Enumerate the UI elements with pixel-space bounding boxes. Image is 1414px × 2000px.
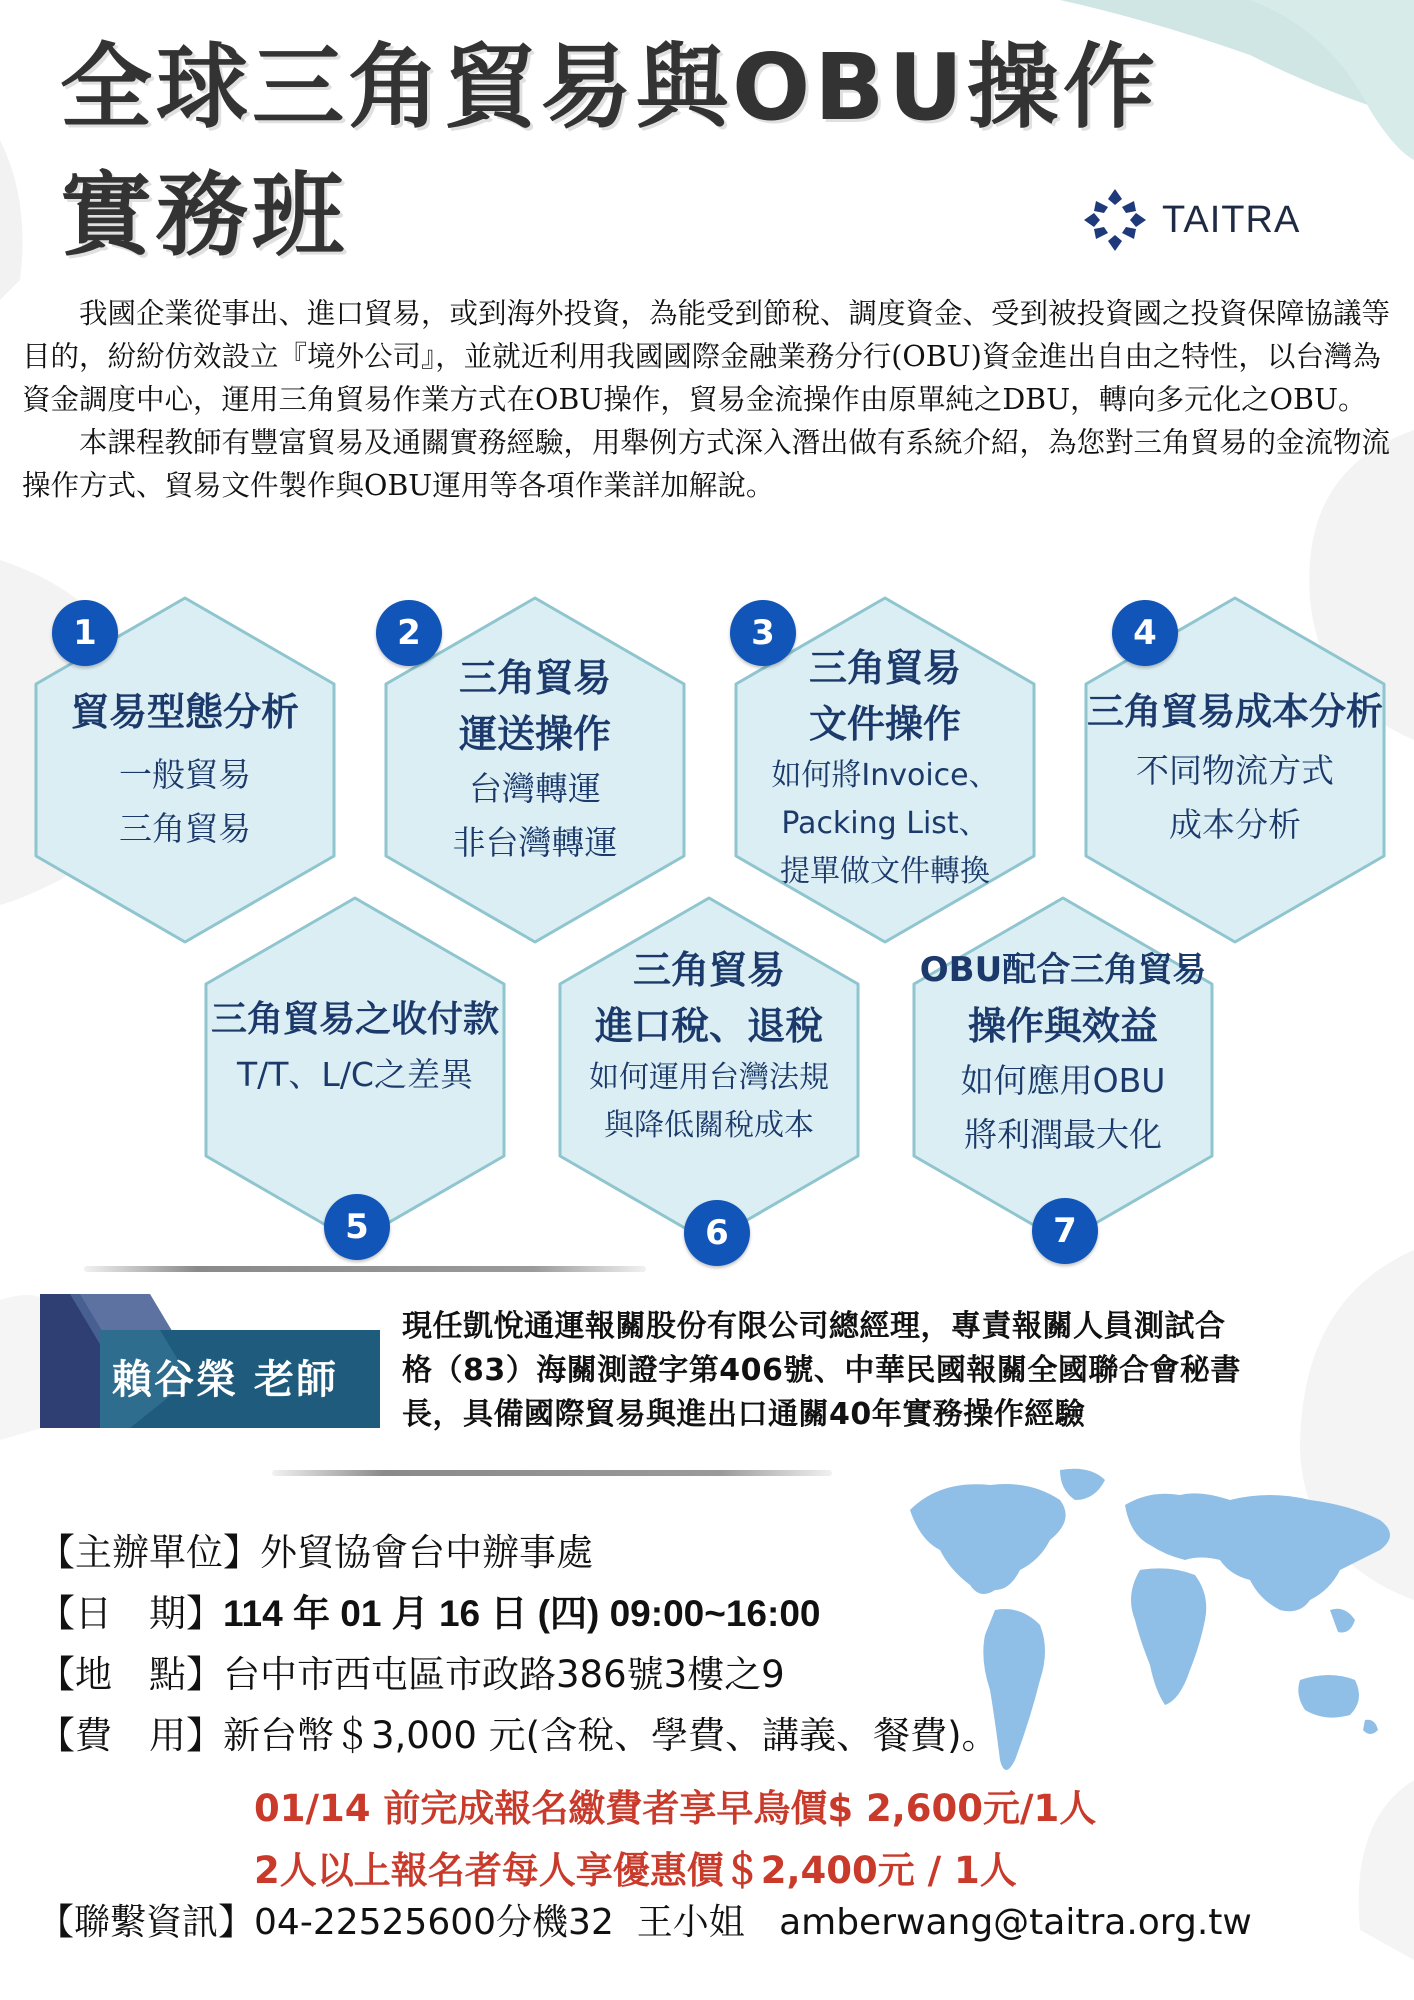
promo-group: 2人以上報名者每人享優惠價＄2,400元 / 1人 [254,1849,1017,1892]
topic-subtitle: 如何運用台灣法規 [589,1060,829,1095]
topic-title: 運送操作 [458,712,611,756]
world-map-icon [900,1460,1410,1820]
topic-title: 操作與效益 [967,1004,1158,1048]
topic-title: 進口稅、退稅 [594,1004,823,1048]
topic-number-badge: 2 [376,600,442,666]
intro-text [22,292,1392,507]
topic-subtitle: 非台灣轉運 [452,823,618,862]
topic-subtitle: 將利潤最大化 [964,1115,1162,1154]
topic-number-badge: 6 [684,1200,750,1266]
topic-title: 三角貿易 [632,948,785,992]
divider [84,1266,646,1272]
topic-title: 三角貿易 [458,656,611,700]
topic-number-badge: 4 [1112,600,1178,666]
page-title-line-1: 全球三角貿易與OBU操作 [60,34,1160,141]
topic-subtitle: 成本分析 [1169,805,1301,844]
topic-card-7 [906,892,1220,1248]
topic-subtitle: 不同物流方式 [1136,751,1334,790]
topic-card-6 [552,892,866,1248]
topic-subtitle: T/T、L/C之差異 [237,1055,473,1094]
topic-subtitle: 如何應用OBU [960,1061,1166,1100]
date-label: 【日 期】 [38,1592,223,1635]
teacher-bio-line: 現任凱悅通運報關股份有限公司總經理，專責報關人員測試合 [402,1309,1226,1344]
fee-label: 【費 用】 [38,1714,223,1757]
info-organizer [38,1531,593,1574]
info-place [38,1653,785,1696]
topic-subtitle: 與降低關稅成本 [604,1108,814,1143]
page-title-line-2: 實務班 [60,162,349,269]
promo-early-bird: 01/14 前完成報名繳費者享早鳥價$ 2,600元/1人 [254,1787,1097,1830]
taitra-logo-text: TAITRA [1162,198,1301,241]
place-label: 【地 點】 [38,1653,223,1696]
topic-title: 三角貿易 [808,646,961,690]
info-date [38,1592,821,1635]
topic-subtitle: 提單做文件轉換 [780,854,990,889]
info-contact [38,1902,1252,1943]
divider [272,1470,832,1476]
topic-number-badge: 7 [1032,1198,1098,1264]
info-fee [38,1714,999,1757]
contact-label: 【聯繫資訊】 [38,1902,255,1943]
teacher-name: 賴谷榮 老師 [112,1357,338,1403]
date-value: 114 年 01 月 16 日 (四) 09:00~16:00 [223,1593,821,1634]
topic-number-badge: 3 [730,600,796,666]
topic-subtitle: 如何將Invoice、 [771,758,999,793]
topic-title: OBU配合三角貿易 [919,950,1207,990]
topic-number-badge: 1 [52,600,118,666]
taitra-logo [1080,185,1310,255]
place-value: 台中市西屯區市政路386號3樓之9 [223,1653,785,1696]
intro-paragraph-2: 本課程教師有豐富貿易及通關實務經驗，用舉例方式深入潛出做有系統介紹，為您對三角貿易的金流物流操作方式、貿易文件製作與OBU運用等各項作業詳加解說。 [22,426,1391,502]
topic-subtitle: Packing List、 [781,806,989,841]
teacher-bio [402,1305,1397,1437]
topic-subtitle: 台灣轉運 [469,769,601,808]
teacher-bio-line: 長，具備國際貿易與進出口通關40年實務操作經驗 [402,1397,1086,1432]
topic-subtitle: 一般貿易 [119,755,251,794]
topic-number-badge: 5 [324,1194,390,1260]
organizer-value: 外貿協會台中辦事處 [260,1531,593,1574]
topic-title: 文件操作 [808,702,961,746]
organizer-label: 【主辦單位】 [38,1531,260,1574]
fee-value: 新台幣＄3,000 元(含稅、學費、講義、餐費)。 [223,1714,999,1757]
teacher-bio-line: 格（83）海關測證字第406號、中華民國報關全國聯合會秘書 [402,1353,1241,1388]
topic-title: 貿易型態分析 [70,690,299,734]
topic-title: 三角貿易成本分析 [1087,690,1383,733]
taitra-logo-icon [1080,185,1150,255]
contact-value[interactable]: 04-22525600分機32 王小姐 amberwang@taitra.org.tw [254,1902,1252,1943]
intro-paragraph-1: 我國企業從事出、進口貿易，或到海外投資，為能受到節稅、調度資金、受到被投資國之投資保障協議等目的，紛紛仿效設立『境外公司』，並就近利用我國國際金融業務分行(OBU)資金進出自由之特性，以台灣為資金調度中心，運用三角貿易作業方式在OBU操作，貿易金流操作由原單純之DBU，轉向多元化之OBU。 [22,297,1391,416]
topic-subtitle: 三角貿易 [119,809,251,848]
topic-title: 三角貿易之收付款 [210,999,499,1040]
